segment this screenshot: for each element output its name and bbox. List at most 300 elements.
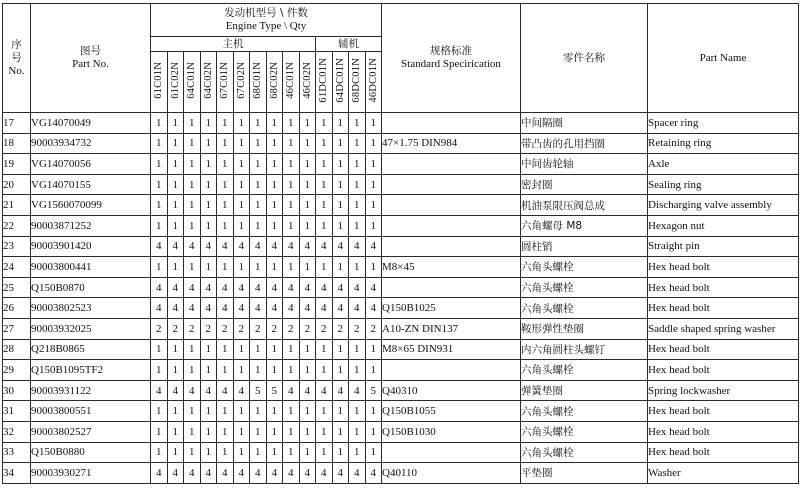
part-name-cn-cell: 内六角圆柱头螺钉 xyxy=(521,339,648,360)
qty-cell: 1 xyxy=(283,339,300,360)
qty-cell: 2 xyxy=(200,318,217,339)
qty-cell: 4 xyxy=(167,298,184,319)
qty-cell: 1 xyxy=(283,401,300,422)
qty-cell: 1 xyxy=(316,360,333,381)
qty-cell: 1 xyxy=(299,421,316,442)
qty-cell: 4 xyxy=(349,380,366,401)
qty-cell: 4 xyxy=(316,380,333,401)
standard-cell xyxy=(382,154,521,175)
part-name-cn-cell: 六角头螺栓 xyxy=(521,298,648,319)
qty-cell: 1 xyxy=(266,215,283,236)
qty-cell: 1 xyxy=(365,113,382,134)
qty-cell: 1 xyxy=(316,339,333,360)
qty-cell: 1 xyxy=(299,401,316,422)
qty-cell: 1 xyxy=(233,154,250,175)
qty-cell: 1 xyxy=(283,195,300,216)
standard-cell xyxy=(382,236,521,257)
qty-cell: 1 xyxy=(365,154,382,175)
qty-cell: 1 xyxy=(250,133,267,154)
qty-cell: 4 xyxy=(365,236,382,257)
standard-cell xyxy=(382,195,521,216)
qty-cell: 1 xyxy=(365,442,382,463)
qty-cell: 1 xyxy=(349,215,366,236)
engine-code-label: 67C02N xyxy=(235,61,247,99)
engine-code-header xyxy=(332,52,349,113)
part-name-cn-cell: 中间齿轮轴 xyxy=(521,154,648,175)
qty-cell: 1 xyxy=(200,401,217,422)
qty-cell: 1 xyxy=(349,401,366,422)
qty-cell: 2 xyxy=(365,318,382,339)
qty-cell: 1 xyxy=(250,421,267,442)
qty-cell: 1 xyxy=(233,174,250,195)
qty-cell: 1 xyxy=(233,421,250,442)
qty-cell: 4 xyxy=(184,298,201,319)
engine-code-label: 46C01N xyxy=(285,61,297,99)
qty-cell: 1 xyxy=(250,195,267,216)
qty-cell: 4 xyxy=(349,298,366,319)
qty-cell: 2 xyxy=(332,318,349,339)
qty-cell: 1 xyxy=(151,401,168,422)
qty-cell: 1 xyxy=(184,360,201,381)
part-name-cn-cell: 机油泵限压阀总成 xyxy=(521,195,648,216)
qty-cell: 4 xyxy=(167,277,184,298)
seq-cell: 26 xyxy=(3,298,31,319)
table-row xyxy=(3,380,799,401)
table-row xyxy=(3,360,799,381)
qty-cell: 2 xyxy=(349,318,366,339)
part-no-cell: 90003930271 xyxy=(31,463,151,484)
engine-type-header-en: Engine Type \ Qty xyxy=(225,20,307,32)
part-no-header-cn: 图号 xyxy=(80,45,101,57)
qty-cell: 4 xyxy=(365,298,382,319)
qty-cell: 1 xyxy=(217,360,234,381)
qty-cell: 1 xyxy=(217,154,234,175)
part-no-cell: VG1560070099 xyxy=(31,195,151,216)
qty-cell: 1 xyxy=(332,442,349,463)
qty-cell: 1 xyxy=(299,215,316,236)
aux-engine-group-header: 辅机 xyxy=(316,37,382,52)
qty-cell: 1 xyxy=(365,174,382,195)
seq-cell: 24 xyxy=(3,257,31,278)
qty-cell: 4 xyxy=(349,277,366,298)
qty-cell: 1 xyxy=(266,339,283,360)
engine-code-label: 64DC01N xyxy=(334,57,346,103)
qty-cell: 1 xyxy=(349,257,366,278)
qty-cell: 1 xyxy=(167,174,184,195)
qty-cell: 4 xyxy=(283,236,300,257)
standard-cell xyxy=(382,442,521,463)
qty-cell: 4 xyxy=(250,236,267,257)
qty-cell: 4 xyxy=(266,298,283,319)
standard-cell: Q150B1025 xyxy=(382,298,521,319)
qty-cell: 1 xyxy=(217,174,234,195)
qty-cell: 1 xyxy=(316,133,333,154)
qty-cell: 1 xyxy=(167,215,184,236)
qty-cell: 1 xyxy=(283,154,300,175)
qty-cell: 5 xyxy=(250,380,267,401)
qty-cell: 1 xyxy=(365,421,382,442)
qty-cell: 4 xyxy=(266,236,283,257)
part-name-en-cell: Saddle shaped spring washer xyxy=(648,318,799,339)
qty-cell: 4 xyxy=(151,463,168,484)
qty-cell: 1 xyxy=(233,113,250,134)
qty-cell: 1 xyxy=(349,360,366,381)
engine-code-header xyxy=(217,52,234,113)
engine-code-label: 64C02N xyxy=(202,61,214,99)
qty-cell: 4 xyxy=(283,277,300,298)
qty-cell: 1 xyxy=(365,133,382,154)
qty-cell: 4 xyxy=(217,236,234,257)
part-name-en-cell: Washer xyxy=(648,463,799,484)
part-name-en-cell: Spacer ring xyxy=(648,113,799,134)
qty-cell: 1 xyxy=(167,442,184,463)
qty-cell: 1 xyxy=(151,360,168,381)
qty-cell: 1 xyxy=(266,195,283,216)
seq-cell: 18 xyxy=(3,133,31,154)
qty-cell: 5 xyxy=(266,380,283,401)
part-name-en-cell: Hex head bolt xyxy=(648,421,799,442)
qty-cell: 1 xyxy=(200,257,217,278)
table-row xyxy=(3,421,799,442)
qty-cell: 5 xyxy=(365,380,382,401)
qty-cell: 4 xyxy=(200,380,217,401)
part-no-cell: VG14070049 xyxy=(31,113,151,134)
part-name-en-cell: Hexagon nut xyxy=(648,215,799,236)
engine-code-header xyxy=(299,52,316,113)
qty-cell: 1 xyxy=(167,133,184,154)
qty-cell: 1 xyxy=(283,421,300,442)
qty-cell: 1 xyxy=(283,257,300,278)
seq-cell: 29 xyxy=(3,360,31,381)
qty-cell: 2 xyxy=(283,318,300,339)
qty-cell: 4 xyxy=(151,236,168,257)
part-name-cn-cell: 六角头螺栓 xyxy=(521,421,648,442)
engine-code-label: 46C02N xyxy=(301,61,313,99)
engine-type-header xyxy=(151,4,382,37)
qty-cell: 4 xyxy=(299,236,316,257)
qty-cell: 1 xyxy=(151,215,168,236)
part-name-cn-cell: 圆柱销 xyxy=(521,236,648,257)
part-name-en-header: Part Name xyxy=(648,4,799,113)
table-row xyxy=(3,133,799,154)
qty-cell: 2 xyxy=(217,318,234,339)
qty-cell: 4 xyxy=(299,298,316,319)
qty-cell: 1 xyxy=(332,215,349,236)
engine-code-header xyxy=(200,52,217,113)
part-name-cn-cell: 中间隔圈 xyxy=(521,113,648,134)
qty-cell: 4 xyxy=(233,463,250,484)
engine-code-label: 61C01N xyxy=(153,61,165,99)
qty-cell: 1 xyxy=(316,174,333,195)
qty-cell: 1 xyxy=(349,195,366,216)
qty-cell: 1 xyxy=(283,113,300,134)
engine-code-header xyxy=(184,52,201,113)
qty-cell: 1 xyxy=(283,442,300,463)
qty-cell: 1 xyxy=(332,360,349,381)
qty-cell: 1 xyxy=(266,421,283,442)
part-name-en-cell: Hex head bolt xyxy=(648,360,799,381)
standard-cell: Q40110 xyxy=(382,463,521,484)
qty-cell: 4 xyxy=(217,277,234,298)
qty-cell: 4 xyxy=(283,463,300,484)
qty-cell: 1 xyxy=(200,195,217,216)
qty-cell: 1 xyxy=(217,195,234,216)
standard-cell xyxy=(382,277,521,298)
part-name-en-cell: Hex head bolt xyxy=(648,257,799,278)
standard-cell xyxy=(382,174,521,195)
seq-cell: 21 xyxy=(3,195,31,216)
qty-cell: 2 xyxy=(233,318,250,339)
engine-code-label: 68C01N xyxy=(252,61,264,99)
qty-cell: 1 xyxy=(266,174,283,195)
seq-cell: 34 xyxy=(3,463,31,484)
engine-code-header xyxy=(167,52,184,113)
part-name-en-cell: Hex head bolt xyxy=(648,339,799,360)
qty-cell: 4 xyxy=(233,277,250,298)
qty-cell: 1 xyxy=(349,442,366,463)
qty-cell: 1 xyxy=(316,215,333,236)
qty-cell: 1 xyxy=(266,113,283,134)
qty-cell: 4 xyxy=(217,380,234,401)
part-no-cell: Q150B0880 xyxy=(31,442,151,463)
qty-cell: 4 xyxy=(283,298,300,319)
qty-cell: 4 xyxy=(299,277,316,298)
qty-cell: 1 xyxy=(299,113,316,134)
qty-cell: 4 xyxy=(299,380,316,401)
qty-cell: 2 xyxy=(184,318,201,339)
qty-cell: 1 xyxy=(200,442,217,463)
standard-header-cn: 规格标准 xyxy=(430,45,472,57)
seq-header-en: No. xyxy=(8,64,25,77)
qty-cell: 1 xyxy=(217,113,234,134)
part-no-cell: Q150B1095TF2 xyxy=(31,360,151,381)
part-name-cn-cell: 六角螺母 M8 xyxy=(521,215,648,236)
qty-cell: 2 xyxy=(316,318,333,339)
qty-cell: 1 xyxy=(332,401,349,422)
seq-header-cn-2: 号 xyxy=(11,51,22,64)
qty-cell: 4 xyxy=(365,463,382,484)
qty-cell: 1 xyxy=(332,133,349,154)
qty-cell: 4 xyxy=(365,277,382,298)
qty-cell: 1 xyxy=(151,339,168,360)
qty-cell: 1 xyxy=(365,215,382,236)
qty-cell: 1 xyxy=(299,339,316,360)
qty-cell: 1 xyxy=(316,442,333,463)
engine-code-header xyxy=(365,52,382,113)
qty-cell: 1 xyxy=(250,360,267,381)
qty-cell: 4 xyxy=(349,463,366,484)
part-no-cell: Q150B0870 xyxy=(31,277,151,298)
qty-cell: 4 xyxy=(184,463,201,484)
qty-cell: 1 xyxy=(184,257,201,278)
table-row xyxy=(3,318,799,339)
engine-code-label: 46DC01N xyxy=(367,57,379,103)
part-name-en-cell: Straight pin xyxy=(648,236,799,257)
qty-cell: 4 xyxy=(266,277,283,298)
qty-cell: 1 xyxy=(184,174,201,195)
standard-cell: Q150B1030 xyxy=(382,421,521,442)
engine-code-header xyxy=(349,52,366,113)
qty-cell: 4 xyxy=(200,277,217,298)
qty-cell: 1 xyxy=(184,154,201,175)
qty-cell: 1 xyxy=(332,154,349,175)
part-name-en-cell: Discharging valve assembly xyxy=(648,195,799,216)
engine-code-label: 68DC01N xyxy=(351,57,363,103)
standard-header xyxy=(382,4,521,113)
qty-cell: 1 xyxy=(349,113,366,134)
part-name-cn-cell: 带凸齿的孔用挡圈 xyxy=(521,133,648,154)
part-no-cell: 90003802527 xyxy=(31,421,151,442)
qty-cell: 1 xyxy=(200,421,217,442)
part-name-cn-header: 零件名称 xyxy=(521,4,648,113)
qty-cell: 1 xyxy=(266,401,283,422)
standard-cell: Q40310 xyxy=(382,380,521,401)
qty-cell: 1 xyxy=(151,195,168,216)
standard-cell xyxy=(382,360,521,381)
qty-cell: 1 xyxy=(332,195,349,216)
qty-cell: 1 xyxy=(167,113,184,134)
qty-cell: 4 xyxy=(332,236,349,257)
parts-table xyxy=(2,3,799,484)
qty-cell: 1 xyxy=(233,133,250,154)
seq-cell: 17 xyxy=(3,113,31,134)
qty-cell: 1 xyxy=(316,257,333,278)
part-no-cell: Q218B0865 xyxy=(31,339,151,360)
qty-cell: 1 xyxy=(167,401,184,422)
qty-cell: 1 xyxy=(151,133,168,154)
qty-cell: 1 xyxy=(250,154,267,175)
seq-cell: 31 xyxy=(3,401,31,422)
qty-cell: 1 xyxy=(200,154,217,175)
qty-cell: 1 xyxy=(200,113,217,134)
part-name-en-cell: Hex head bolt xyxy=(648,277,799,298)
part-no-cell: 90003871252 xyxy=(31,215,151,236)
qty-cell: 4 xyxy=(332,298,349,319)
engine-code-header xyxy=(283,52,300,113)
part-no-header-en: Part No. xyxy=(72,58,109,70)
qty-cell: 1 xyxy=(233,401,250,422)
qty-cell: 1 xyxy=(299,133,316,154)
seq-header-cn-1: 序 xyxy=(11,38,22,51)
qty-cell: 1 xyxy=(233,360,250,381)
qty-cell: 1 xyxy=(332,257,349,278)
qty-cell: 1 xyxy=(250,442,267,463)
qty-cell: 1 xyxy=(283,360,300,381)
qty-cell: 1 xyxy=(332,113,349,134)
qty-cell: 1 xyxy=(250,339,267,360)
qty-cell: 4 xyxy=(167,380,184,401)
table-row xyxy=(3,236,799,257)
qty-cell: 4 xyxy=(316,277,333,298)
qty-cell: 1 xyxy=(266,442,283,463)
table-row xyxy=(3,401,799,422)
qty-cell: 1 xyxy=(184,401,201,422)
qty-cell: 1 xyxy=(250,113,267,134)
seq-cell: 28 xyxy=(3,339,31,360)
seq-cell: 25 xyxy=(3,277,31,298)
qty-cell: 1 xyxy=(233,195,250,216)
table-row xyxy=(3,174,799,195)
table-row xyxy=(3,215,799,236)
table-row xyxy=(3,298,799,319)
qty-cell: 1 xyxy=(365,360,382,381)
engine-code-label: 64C01N xyxy=(186,61,198,99)
qty-cell: 1 xyxy=(299,257,316,278)
engine-code-label: 68C02N xyxy=(268,61,280,99)
part-name-cn-cell: 六角头螺栓 xyxy=(521,257,648,278)
part-no-cell: 90003934732 xyxy=(31,133,151,154)
qty-cell: 1 xyxy=(200,339,217,360)
qty-cell: 4 xyxy=(151,277,168,298)
standard-cell: Q150B1055 xyxy=(382,401,521,422)
qty-cell: 1 xyxy=(349,174,366,195)
engine-code-header xyxy=(233,52,250,113)
qty-cell: 1 xyxy=(365,257,382,278)
qty-cell: 4 xyxy=(151,380,168,401)
qty-cell: 4 xyxy=(167,236,184,257)
qty-cell: 1 xyxy=(299,174,316,195)
qty-cell: 4 xyxy=(233,298,250,319)
seq-cell: 23 xyxy=(3,236,31,257)
qty-cell: 1 xyxy=(184,113,201,134)
part-name-cn-cell: 六角头螺栓 xyxy=(521,442,648,463)
qty-cell: 1 xyxy=(184,215,201,236)
qty-cell: 4 xyxy=(250,277,267,298)
qty-cell: 4 xyxy=(316,298,333,319)
qty-cell: 4 xyxy=(283,380,300,401)
qty-cell: 1 xyxy=(217,401,234,422)
qty-cell: 1 xyxy=(217,339,234,360)
qty-cell: 2 xyxy=(299,318,316,339)
table-body xyxy=(3,113,799,484)
qty-cell: 1 xyxy=(316,195,333,216)
part-no-cell: 90003800551 xyxy=(31,401,151,422)
qty-cell: 1 xyxy=(233,339,250,360)
qty-cell: 4 xyxy=(151,298,168,319)
part-name-cn-cell: 平垫圈 xyxy=(521,463,648,484)
engine-code-label: 61C02N xyxy=(169,61,181,99)
part-name-cn-cell: 鞍形弹性垫圈 xyxy=(521,318,648,339)
part-no-cell: 90003802523 xyxy=(31,298,151,319)
qty-cell: 1 xyxy=(233,215,250,236)
qty-cell: 1 xyxy=(299,195,316,216)
qty-cell: 4 xyxy=(316,236,333,257)
qty-cell: 1 xyxy=(283,215,300,236)
part-no-cell: VG14070155 xyxy=(31,174,151,195)
engine-type-header-cn: 发动机型号 \ 件数 xyxy=(224,7,308,19)
qty-cell: 1 xyxy=(167,339,184,360)
qty-cell: 1 xyxy=(217,442,234,463)
main-engine-group-header: 主机 xyxy=(151,37,316,52)
table-row xyxy=(3,442,799,463)
qty-cell: 4 xyxy=(299,463,316,484)
qty-cell: 1 xyxy=(349,133,366,154)
qty-cell: 1 xyxy=(217,215,234,236)
qty-cell: 1 xyxy=(167,195,184,216)
qty-cell: 1 xyxy=(299,360,316,381)
qty-cell: 1 xyxy=(217,257,234,278)
qty-cell: 1 xyxy=(200,174,217,195)
seq-cell: 27 xyxy=(3,318,31,339)
qty-cell: 4 xyxy=(167,463,184,484)
seq-cell: 19 xyxy=(3,154,31,175)
seq-cell: 33 xyxy=(3,442,31,463)
qty-cell: 1 xyxy=(332,339,349,360)
standard-cell xyxy=(382,113,521,134)
part-no-cell: 90003800441 xyxy=(31,257,151,278)
qty-cell: 4 xyxy=(217,463,234,484)
qty-cell: 1 xyxy=(349,154,366,175)
